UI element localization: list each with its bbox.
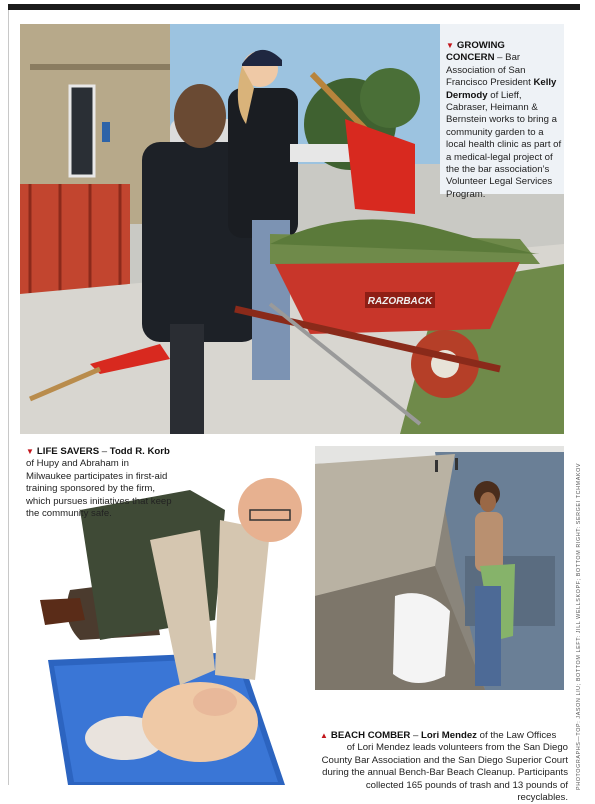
garden-caption	[446, 40, 564, 201]
beach-caption: ▲ BEACH COMBER – Lori Mendez of the Law Offices of Lori Mendez leads volunteers from the San Diego County Bar Association and the San Diego Superior Court during the annual Bench-Bar Beach Cleanup. Participants collected 165 pounds of trash and 13 pounds of recyclables.	[320, 730, 568, 804]
caption-text: of Hupy and Abraham in Milwaukee participates in first-aid training sponsored by the firm, which pursues initiatives that keep the community safe.	[26, 458, 172, 520]
photo-credit: PHOTOGRAPHS—TOP: JASON LIU; BOTTOM LEFT: JILL WELLSKOPF; BOTTOM RIGHT: SERGEI TCHMAKOV	[576, 462, 582, 790]
page-margin-rule	[8, 10, 9, 785]
caption-person-name: Todd R. Korb	[109, 446, 170, 457]
caption-headline-line2: CONCERN	[446, 52, 495, 64]
caption-headline: LIFE SAVERS	[36, 446, 100, 457]
caption-marker-icon: ▼	[446, 41, 454, 50]
caption-person-name: Lori Mendez	[421, 730, 477, 741]
caption-text-continued: of Lori Mendez leads volunteers from the San Diego County Bar Association and the San Diego Superior Court during the annual Bench-Bar Beach Cleanup. Participants collected 165 pounds of trash and 13 pounds of recyclables.	[321, 742, 568, 804]
caption-text: – Bar Association of San Francisco President	[446, 52, 534, 89]
caption-text: of the Law Offices	[476, 730, 557, 741]
caption-headline: BEACH COMBER	[330, 730, 411, 741]
caption-marker-icon: ▲	[320, 731, 328, 740]
top-rule	[8, 4, 580, 10]
beach-cleanup-photo	[315, 446, 564, 690]
cpr-caption: ▼ LIFE SAVERS – Todd R. Korb of Hupy and Abraham in Milwaukee participates in first-aid training sponsored by the firm, which pursues initiatives that keep the community safe.	[26, 446, 266, 520]
caption-marker-icon: ▼	[26, 447, 34, 456]
caption-text-continued: of Lieff, Cabraser, Heimann & Bernstein works to bring a community garden to a local health clinic as part of a medical-legal project of the the bar association’s Volunteer Legal Services Program.	[446, 89, 562, 200]
wheelbarrow-brand: RAZORBACK	[367, 296, 433, 307]
caption-headline: GROWING	[456, 40, 505, 51]
caption-person-name: Kelly Dermody	[446, 77, 557, 101]
